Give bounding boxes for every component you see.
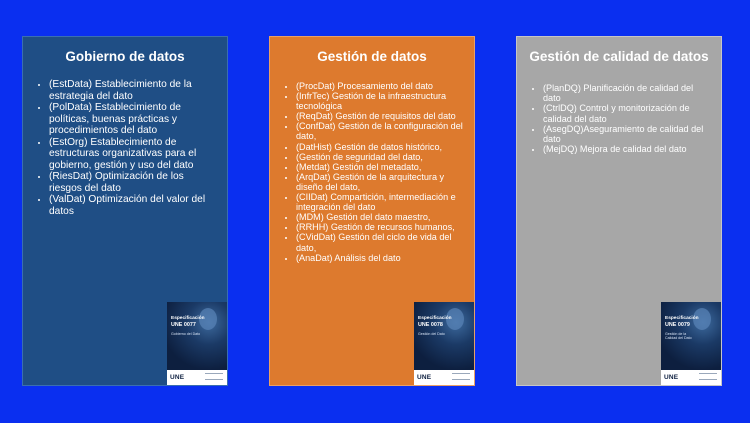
panel-gestion-datos	[269, 36, 475, 386]
list-item: • (ProcDat) Procesamiento del dato	[296, 81, 468, 91]
list-item: • (MDM) Gestión del dato maestro,	[296, 212, 468, 222]
list-item: • (EstOrg) Establecimiento de estructuras organizativas para el gobierno, gestión y uso del dato	[49, 137, 219, 172]
cover-footer-marks-icon	[452, 373, 470, 380]
list-item: • (ReqDat) Gestión de requisitos del dato	[296, 111, 468, 121]
list-item: • (AsegDQ)Aseguramiento de calidad del dato	[543, 124, 713, 144]
panel-gobierno-datos	[22, 36, 228, 386]
cover-kicker: Especificación	[171, 316, 205, 321]
list-item: • (CtrlDQ) Control y monitorización de calidad del dato	[543, 103, 713, 123]
list-item: • (PolData) Establecimiento de políticas, buenas prácticas y procedimientos del dato	[49, 102, 219, 137]
list-item: • (RiesDat) Optimización de los riesgos del dato	[49, 171, 219, 194]
cover-subtitle: Gestión de la Calidad del Dato	[665, 332, 692, 341]
list-item: • (RRHH) Gestión de recursos humanos,	[296, 222, 468, 232]
panel-title: Gobierno de datos	[65, 49, 185, 64]
item-list	[270, 81, 474, 263]
cover-code: UNE 0078	[418, 322, 443, 328]
list-item: • (PlanDQ) Planificación de calidad del dato	[543, 83, 713, 103]
panel-title: Gestión de datos	[317, 49, 427, 64]
book-cover-une-0077	[167, 302, 227, 385]
list-item: • (AnaDat) Análisis del dato	[296, 253, 468, 263]
panel-gestion-calidad-datos	[516, 36, 722, 386]
list-item: • (ConfDat) Gestión de la configuración del dato,	[296, 121, 468, 141]
une-logo: UNE	[417, 374, 432, 381]
list-item: • (EstData) Establecimiento de la estrategia del dato	[49, 79, 219, 102]
une-logo: UNE	[170, 374, 185, 381]
cover-subtitle: Gobierno del Dato	[171, 332, 201, 336]
list-item: • (InfrTec) Gestión de la infraestructura tecnológica	[296, 91, 468, 111]
item-list	[23, 79, 227, 217]
cover-footer-marks-icon	[699, 373, 717, 380]
cover-code: UNE 0079	[665, 322, 690, 328]
item-list	[517, 83, 721, 154]
cover-subtitle: Gestión del Dato	[418, 332, 445, 336]
book-cover-une-0078	[414, 302, 474, 385]
list-item: • (CVidDat) Gestión del ciclo de vida del dato,	[296, 232, 468, 252]
list-item: • (Metdat) Gestión del metadato,	[296, 162, 468, 172]
list-item: • (DatHist) Gestión de datos histórico,	[296, 142, 468, 152]
cover-kicker: Especificación	[665, 316, 699, 321]
list-item: • (ValDat) Optimización del valor del datos	[49, 194, 219, 217]
cover-footer-marks-icon	[205, 373, 223, 380]
une-logo: UNE	[664, 374, 679, 381]
book-cover-une-0079	[661, 302, 721, 385]
cover-code: UNE 0077	[171, 322, 196, 328]
list-item: • (CIIDat) Compartición, intermediación e integración del dato	[296, 192, 468, 212]
panel-title: Gestión de calidad de datos	[529, 49, 709, 64]
cover-kicker: Especificación	[418, 316, 452, 321]
list-item: • (ArqDat) Gestión de la arquitectura y diseño del dato,	[296, 172, 468, 192]
list-item: • (MejDQ) Mejora de calidad del dato	[543, 144, 713, 154]
list-item: • (Gestión de seguridad del dato,	[296, 152, 468, 162]
